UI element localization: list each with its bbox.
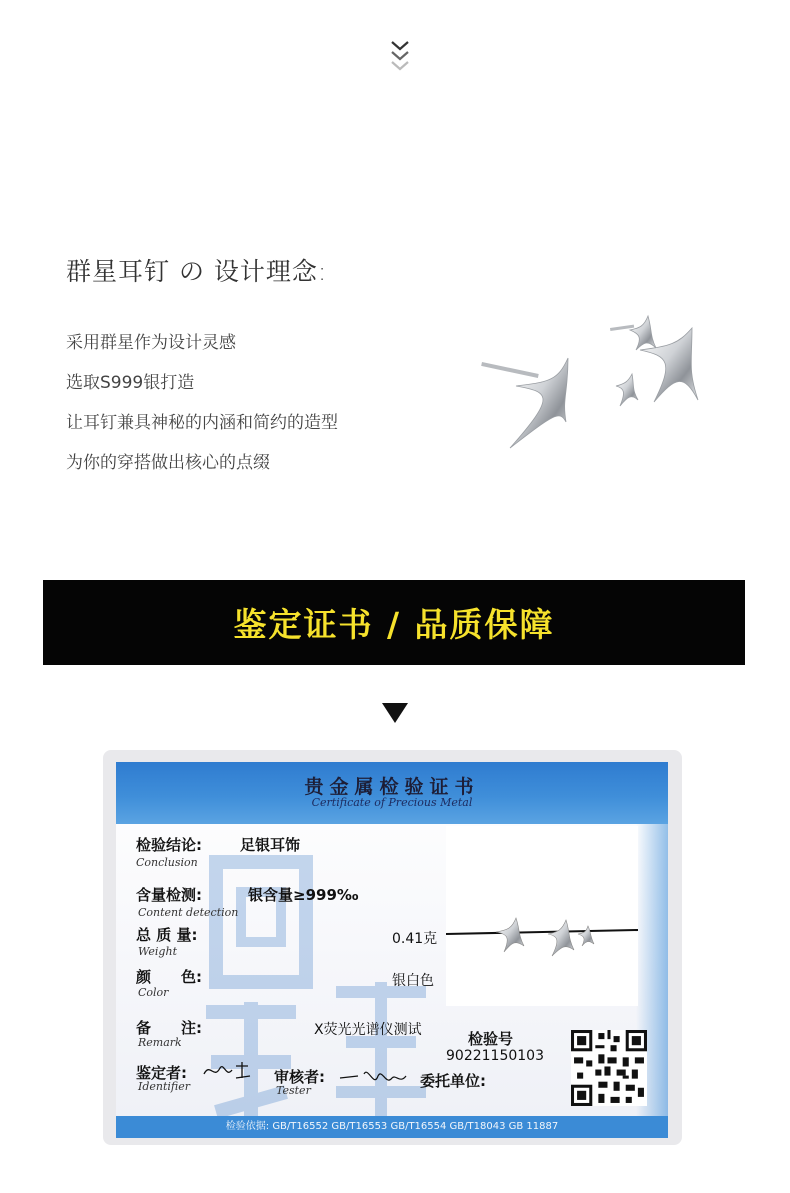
certificate-title: 贵金属检验证书 (304, 776, 480, 798)
remark-value: X荧光光谱仪测试 (314, 1022, 422, 1038)
double-chevron-down-icon (385, 38, 415, 76)
concept-line: 选取S999银打造 (66, 373, 195, 393)
inspection-no-label: 检验号 (468, 1030, 514, 1048)
content-value: 银含量≥999‰ (248, 886, 359, 904)
content-label-en: Content detection (138, 906, 239, 919)
conclusion-label: 检验结论: (136, 836, 202, 854)
client-label: 委托单位: (420, 1072, 486, 1090)
tester-label-en: Tester (276, 1084, 311, 1097)
identifier-label: 鉴定者: (136, 1064, 187, 1082)
weight-value: 0.41克 (392, 931, 438, 947)
banner-title: 鉴定证书 / 品质保障 (233, 605, 555, 644)
inspection-no-value: 90221150103 (446, 1048, 544, 1064)
star-earrings-image (470, 310, 720, 470)
weight-label-en: Weight (138, 945, 177, 958)
triangle-down-icon (380, 702, 410, 724)
concept-lines (66, 330, 338, 490)
qr-code-icon (571, 1030, 647, 1106)
conclusion-label-en: Conclusion (136, 856, 198, 869)
identifier-label-en: Identifier (138, 1080, 191, 1093)
certificate (116, 762, 668, 1138)
certificate-banner (43, 580, 745, 665)
concept-line: 让耳钉兼具神秘的内涵和简约的造型 (66, 413, 338, 433)
color-label: 颜 色: (136, 968, 202, 986)
color-value: 银白色 (392, 973, 434, 989)
earrings-photo-image (446, 826, 638, 1006)
concept-line: 为你的穿搭做出核心的点缀 (66, 453, 270, 473)
certificate-subtitle: Certificate of Precious Metal (311, 796, 473, 809)
concept-title: 群星耳钉 の 设计理念: (66, 257, 328, 286)
weight-label: 总 质 量: (136, 926, 198, 944)
color-label-en: Color (138, 986, 169, 999)
content-label: 含量检测: (136, 886, 202, 904)
remark-label-en: Remark (138, 1036, 182, 1049)
identifier-signature-icon (202, 1060, 262, 1082)
tester-label: 审核者: (274, 1068, 325, 1086)
conclusion-value: 足银耳饰 (240, 836, 301, 854)
product-photo (446, 826, 638, 1006)
remark-label: 备 注: (136, 1019, 202, 1037)
concept-line: 采用群星作为设计灵感 (66, 333, 236, 353)
certificate-footer: 检验依据: GB/T16552 GB/T16553 GB/T16554 GB/T18043 GB 11887 (116, 1116, 668, 1138)
tester-signature-icon (338, 1064, 410, 1092)
